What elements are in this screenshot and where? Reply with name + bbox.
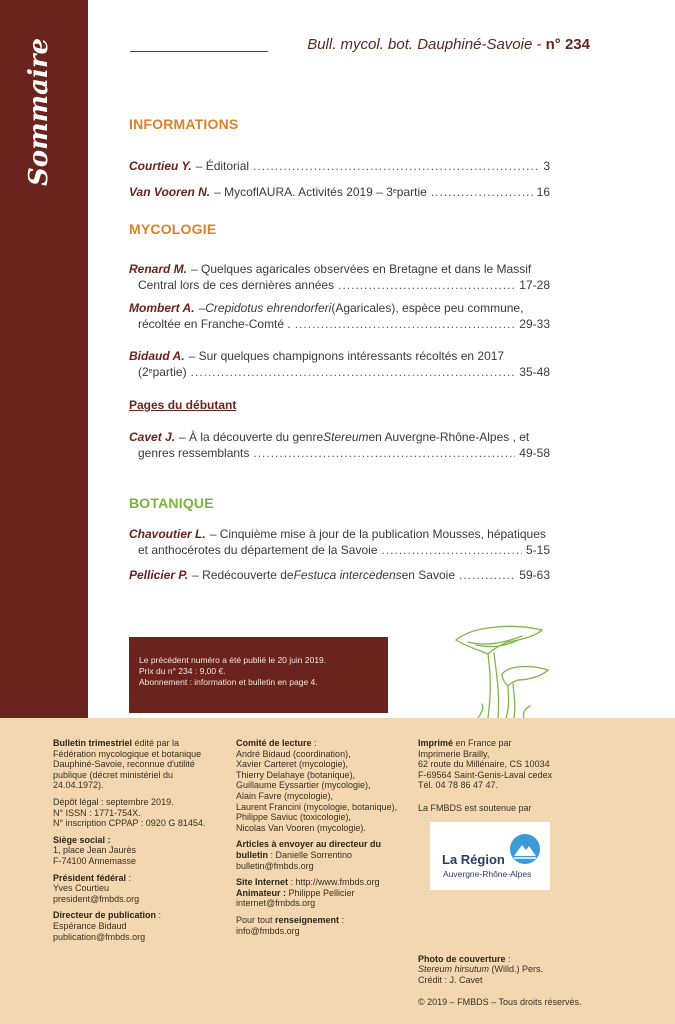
page-number: 35-48 xyxy=(519,365,550,379)
page-number: 29-33 xyxy=(519,317,550,331)
toc-entry-pellicier[interactable]: Pellicier P. – Redécouverte de Festuca intercedens en Savoie ..... 59-63 xyxy=(129,567,550,583)
footer-col-imprime: Imprimé en France par Imprimerie Brailly, 62 route du Millénaire, CS 10034 F-69564 Saint-Genis-Laval cedex Tél. 04 78 86 47 47. La FMBDS est soutenue par Photo de couverture : Stereum hirsutum (Willd.) Pers. Crédit : J. Cavet © 2019 – FMBDS – Tous droits réservés. xyxy=(418,738,582,1008)
sidebar-title: Sommaire xyxy=(24,37,54,186)
issue-number: n° 234 xyxy=(545,36,590,53)
sidebar-band xyxy=(0,0,88,718)
section-botanique: BOTANIQUE xyxy=(129,495,214,511)
page-number: 49-58 xyxy=(519,446,550,460)
bulletin-email[interactable]: bulletin@fmbds.org xyxy=(236,860,314,871)
info-email[interactable]: info@fmbds.org xyxy=(236,925,300,936)
toc-entry-mombert[interactable]: Mombert A. – Crepidotus ehrendorferi (Agaricales), espèce peu commune, récoltée en Franche-Comté . ..... 29-33 xyxy=(129,300,550,332)
region-logo: La Région Auvergne-Rhône-Alpes xyxy=(430,822,550,890)
president-email[interactable]: president@fmbds.org xyxy=(53,893,140,904)
section-mycologie: MYCOLOGIE xyxy=(129,221,217,237)
mushroom-illustration-icon xyxy=(448,620,556,720)
footer-col-comite: Comité de lecture : André Bidaud (coordination), Xavier Carteret (mycologie), Thierry Delahaye (botanique), Guillaume Eyssartier (mycologie), Alain Favre (mycologie), Laurent Francini (mycologie, botanique), Philippe Saviuc (toxicologie), Nicolas Van Vooren (mycologie). Articles à envoyer au directeur du bulletin : Danielle Sorrentino bulletin@fmbds.org Site Internet : http://www.fmbds.org Animateur : Philippe Pellicier internet@fmbds.org Pour tout renseignement : info@fmbds.org xyxy=(236,738,398,936)
page-number: 16 xyxy=(536,185,550,199)
section-debutant: Pages du débutant xyxy=(129,398,237,412)
toc-entry-cavet[interactable]: Cavet J. – À la découverte du genre Stereum en Auvergne-Rhône-Alpes , et genres ressemblants ..... 49-58 xyxy=(129,429,550,461)
toc-entry-courtieu[interactable]: Courtieu Y. – Éditorial ..... 3 xyxy=(129,158,550,174)
region-mountain-icon xyxy=(508,832,542,866)
journal-title: Bull. mycol. bot. Dauphiné-Savoie - n° 234 xyxy=(307,36,590,53)
toc-entry-renard[interactable]: Renard M. – Quelques agaricales observées en Bretagne et dans le Massif Central lors de ces dernières années ..... 17-28 xyxy=(129,261,550,293)
toc-entry-van-vooren[interactable]: Van Vooren N. – MycoflAURA. Activités 2019 – 3 e partie ..... 16 xyxy=(129,184,550,200)
toc-entry-chavoutier[interactable]: Chavoutier L. – Cinquième mise à jour de la publication Mousses, hépatiques et anthocérotes du département de la Savoie ..... 5-15 xyxy=(129,526,550,558)
page-header xyxy=(130,36,590,56)
header-rule xyxy=(130,51,268,52)
page-number: 3 xyxy=(543,159,550,173)
publication-email[interactable]: publication@fmbds.org xyxy=(53,931,146,942)
section-informations: INFORMATIONS xyxy=(129,116,239,132)
page-number: 17-28 xyxy=(519,278,550,292)
page-number: 5-15 xyxy=(525,543,550,557)
toc-entry-bidaud[interactable]: Bidaud A. – Sur quelques champignons intéressants récoltés en 2017 (2 e partie) ..... 35-48 xyxy=(129,348,550,380)
page-number: 59-63 xyxy=(519,568,550,582)
site-link[interactable]: http://www.fmbds.org xyxy=(295,877,380,888)
internet-email[interactable]: internet@fmbds.org xyxy=(236,898,316,909)
footer-col-publication: Bulletin trimestriel édité par la Fédération mycologique et botanique Dauphiné-Savoie, reconnue d'utilité publique (décret ministériel du 24.04.1972). Dépôt légal : septembre 2019. N° ISSN : 1771-754X. N° inscription CPPAP : 0920 G 81454. Siège social : 1, place Jean Jaurès F-74100 Annemasse Président fédéral : Yves Courtieu president@fmbds.org Directeur de publication : Espérance Bidaud publication@fmbds.org xyxy=(53,738,206,942)
notice-box: Le précédent numéro a été publié le 20 juin 2019. Prix du n° 234 : 9,00 €. Abonnement : information et bulletin en page 4. xyxy=(129,637,388,713)
